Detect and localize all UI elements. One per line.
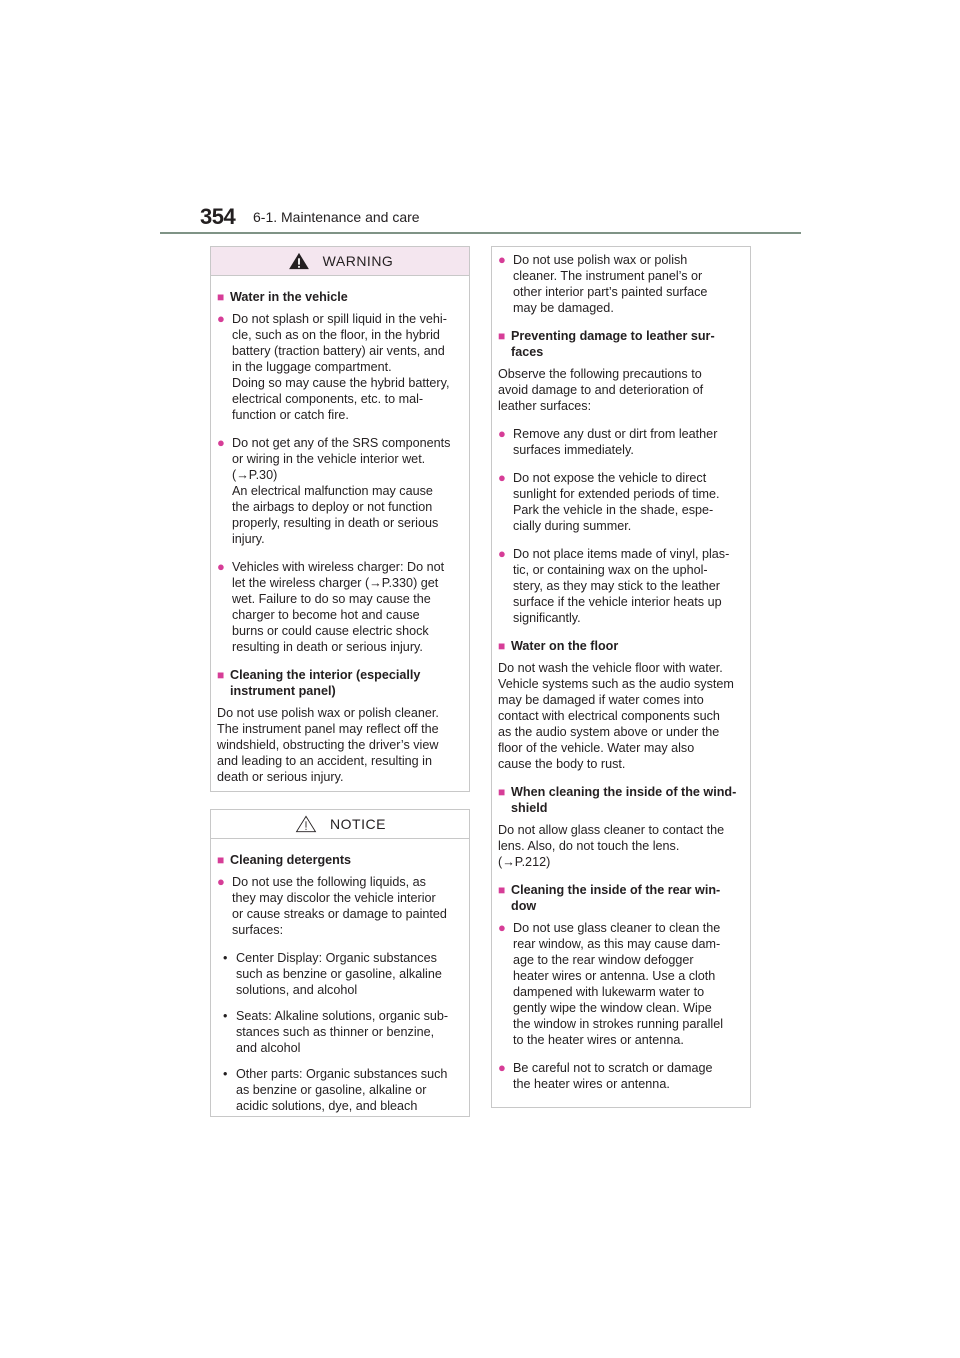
dot-bullet-icon: ● (217, 311, 225, 326)
paragraph: Do not allow glass cleaner to contact the lens. Also, do not touch the lens. (→P.212) (498, 822, 744, 870)
list-item (498, 546, 744, 626)
notice-continued-box (491, 246, 751, 1108)
list-item (498, 1060, 744, 1092)
list-item (217, 874, 463, 938)
bullet-icon: • (223, 1067, 228, 1081)
caution-triangle-icon (294, 815, 318, 833)
list-item (498, 470, 744, 534)
item-text: Do not get any of the SRS components or wiring in the vehicle interior wet. (→P.30) An electrical malfunction may cause the airbags to deploy or not function properly, resulting in death or serious injury. (232, 436, 451, 546)
heading-leather-surfaces: ■ Preventing damage to leather sur- faces (498, 329, 715, 359)
item-text: Do not expose the vehicle to direct sunlight for extended periods of time. Park the vehicle in the shade, espe- cially during summer. (513, 471, 720, 533)
square-bullet-icon: ■ (217, 290, 225, 304)
sub-list-item: • Center Display: Organic substances such as benzine or gasoline, alkaline solutions, and alcohol (223, 951, 442, 997)
heading-water-in-vehicle: ■ Water in the vehicle (217, 290, 348, 304)
warning-title: WARNING (322, 253, 394, 269)
notice-title-bar (211, 810, 469, 839)
section-title: 6-1. Maintenance and care (253, 209, 420, 225)
list-item (498, 426, 744, 458)
heading-water-on-floor: ■ Water on the floor (498, 639, 619, 653)
heading-cleaning-interior: ■ Cleaning the interior (especially instrument panel) (217, 668, 421, 698)
page-reference-link[interactable]: let the wireless charger (→P.330) get (232, 576, 439, 590)
square-bullet-icon: ■ (498, 785, 506, 799)
list-item (498, 252, 744, 316)
item-text: Do not splash or spill liquid in the vehi- cle, such as on the floor, in the hybrid battery (traction battery) air vents, and in the luggage compartment. Doing so may cause the hybrid battery, electrical components, etc. to mal- function or catch fire. (232, 312, 450, 422)
square-bullet-icon: ■ (217, 668, 225, 682)
bullet-icon: • (223, 951, 228, 965)
dot-bullet-icon: ● (217, 559, 225, 574)
notice-title: NOTICE (330, 816, 386, 832)
square-bullet-icon: ■ (498, 883, 506, 897)
item-text: Do not place items made of vinyl, plas- tic, or containing wax on the uphol- stery, as they may stick to the leather surface if the vehicle interior heats up significantly. (513, 547, 730, 625)
square-bullet-icon: ■ (498, 639, 506, 653)
heading-windshield: ■ When cleaning the inside of the wind- shield (498, 785, 737, 815)
notice-box (210, 809, 470, 1117)
page-reference-link[interactable]: (→P.30) (232, 468, 278, 482)
item-text: Do not use glass cleaner to clean the rear window, as this may cause dam- age to the rear window defogger heater wires or antenna. Use a cloth dampened with lukewarm water to gently wipe the window clean. Wipe the window in strokes running parallel to the heater wires or antenna. (513, 921, 724, 1047)
dot-bullet-icon: ● (217, 435, 225, 450)
dot-bullet-icon: ● (217, 874, 225, 889)
warning-title-bar (211, 247, 469, 276)
square-bullet-icon: ■ (217, 853, 225, 867)
warning-box (210, 246, 470, 792)
heading-cleaning-detergents: ■ Cleaning detergents (217, 853, 352, 867)
item-text: Do not use the following liquids, as they may discolor the vehicle interior or cause streaks or damage to painted surfaces: (232, 875, 447, 937)
dot-bullet-icon: ● (498, 426, 506, 441)
page-reference-link[interactable]: (→P.212) (498, 855, 551, 869)
heading-rear-window: ■ Cleaning the inside of the rear win- dow (498, 883, 721, 913)
item-text: Remove any dust or dirt from leather surfaces immediately. (513, 427, 718, 457)
header-rule (160, 232, 801, 234)
dot-bullet-icon: ● (498, 1060, 506, 1075)
list-item (217, 559, 463, 655)
paragraph: Do not use polish wax or polish cleaner. The instrument panel may reflect off the windshield, obstructing the driver’s view and leading to an accident, resulting in death or serious injury. (217, 706, 439, 784)
list-item (217, 311, 463, 423)
dot-bullet-icon: ● (498, 546, 506, 561)
dot-bullet-icon: ● (498, 920, 506, 935)
list-item (217, 435, 463, 547)
paragraph: Observe the following precautions to avoid damage to and deterioration of leather surfaces: (498, 367, 704, 413)
item-text: Be careful not to scratch or damage the heater wires or antenna. (513, 1061, 713, 1091)
page-number: 354 (200, 204, 236, 229)
sub-list-item: • Seats: Alkaline solutions, organic sub- stances such as thinner or benzine, and alcohol (223, 1009, 449, 1055)
item-text: Do not use polish wax or polish cleaner. The instrument panel’s or other interior part’s painted surface may be damaged. (513, 253, 708, 315)
list-item (498, 920, 744, 1048)
dot-bullet-icon: ● (498, 252, 506, 267)
bullet-icon: • (223, 1009, 228, 1023)
paragraph: Do not wash the vehicle floor with water. Vehicle systems such as the audio system may be damaged if water comes into contact with electrical components such as the audio system above or under the floor of the vehicle. Water may also cause the body to rust. (498, 661, 734, 771)
item-text: Vehicles with wireless charger: Do not let the wireless charger (→P.330) get wet. Failure to do so may cause the charger to become hot and cause burns or could cause electric shock resulting in death or serious injury. (232, 560, 445, 654)
sub-list-item: • Other parts: Organic substances such as benzine or gasoline, alkaline or acidic solutions, dye, and bleach (223, 1067, 448, 1113)
warning-triangle-icon (287, 252, 311, 270)
dot-bullet-icon: ● (498, 470, 506, 485)
page-header (200, 204, 800, 234)
square-bullet-icon: ■ (498, 329, 506, 343)
